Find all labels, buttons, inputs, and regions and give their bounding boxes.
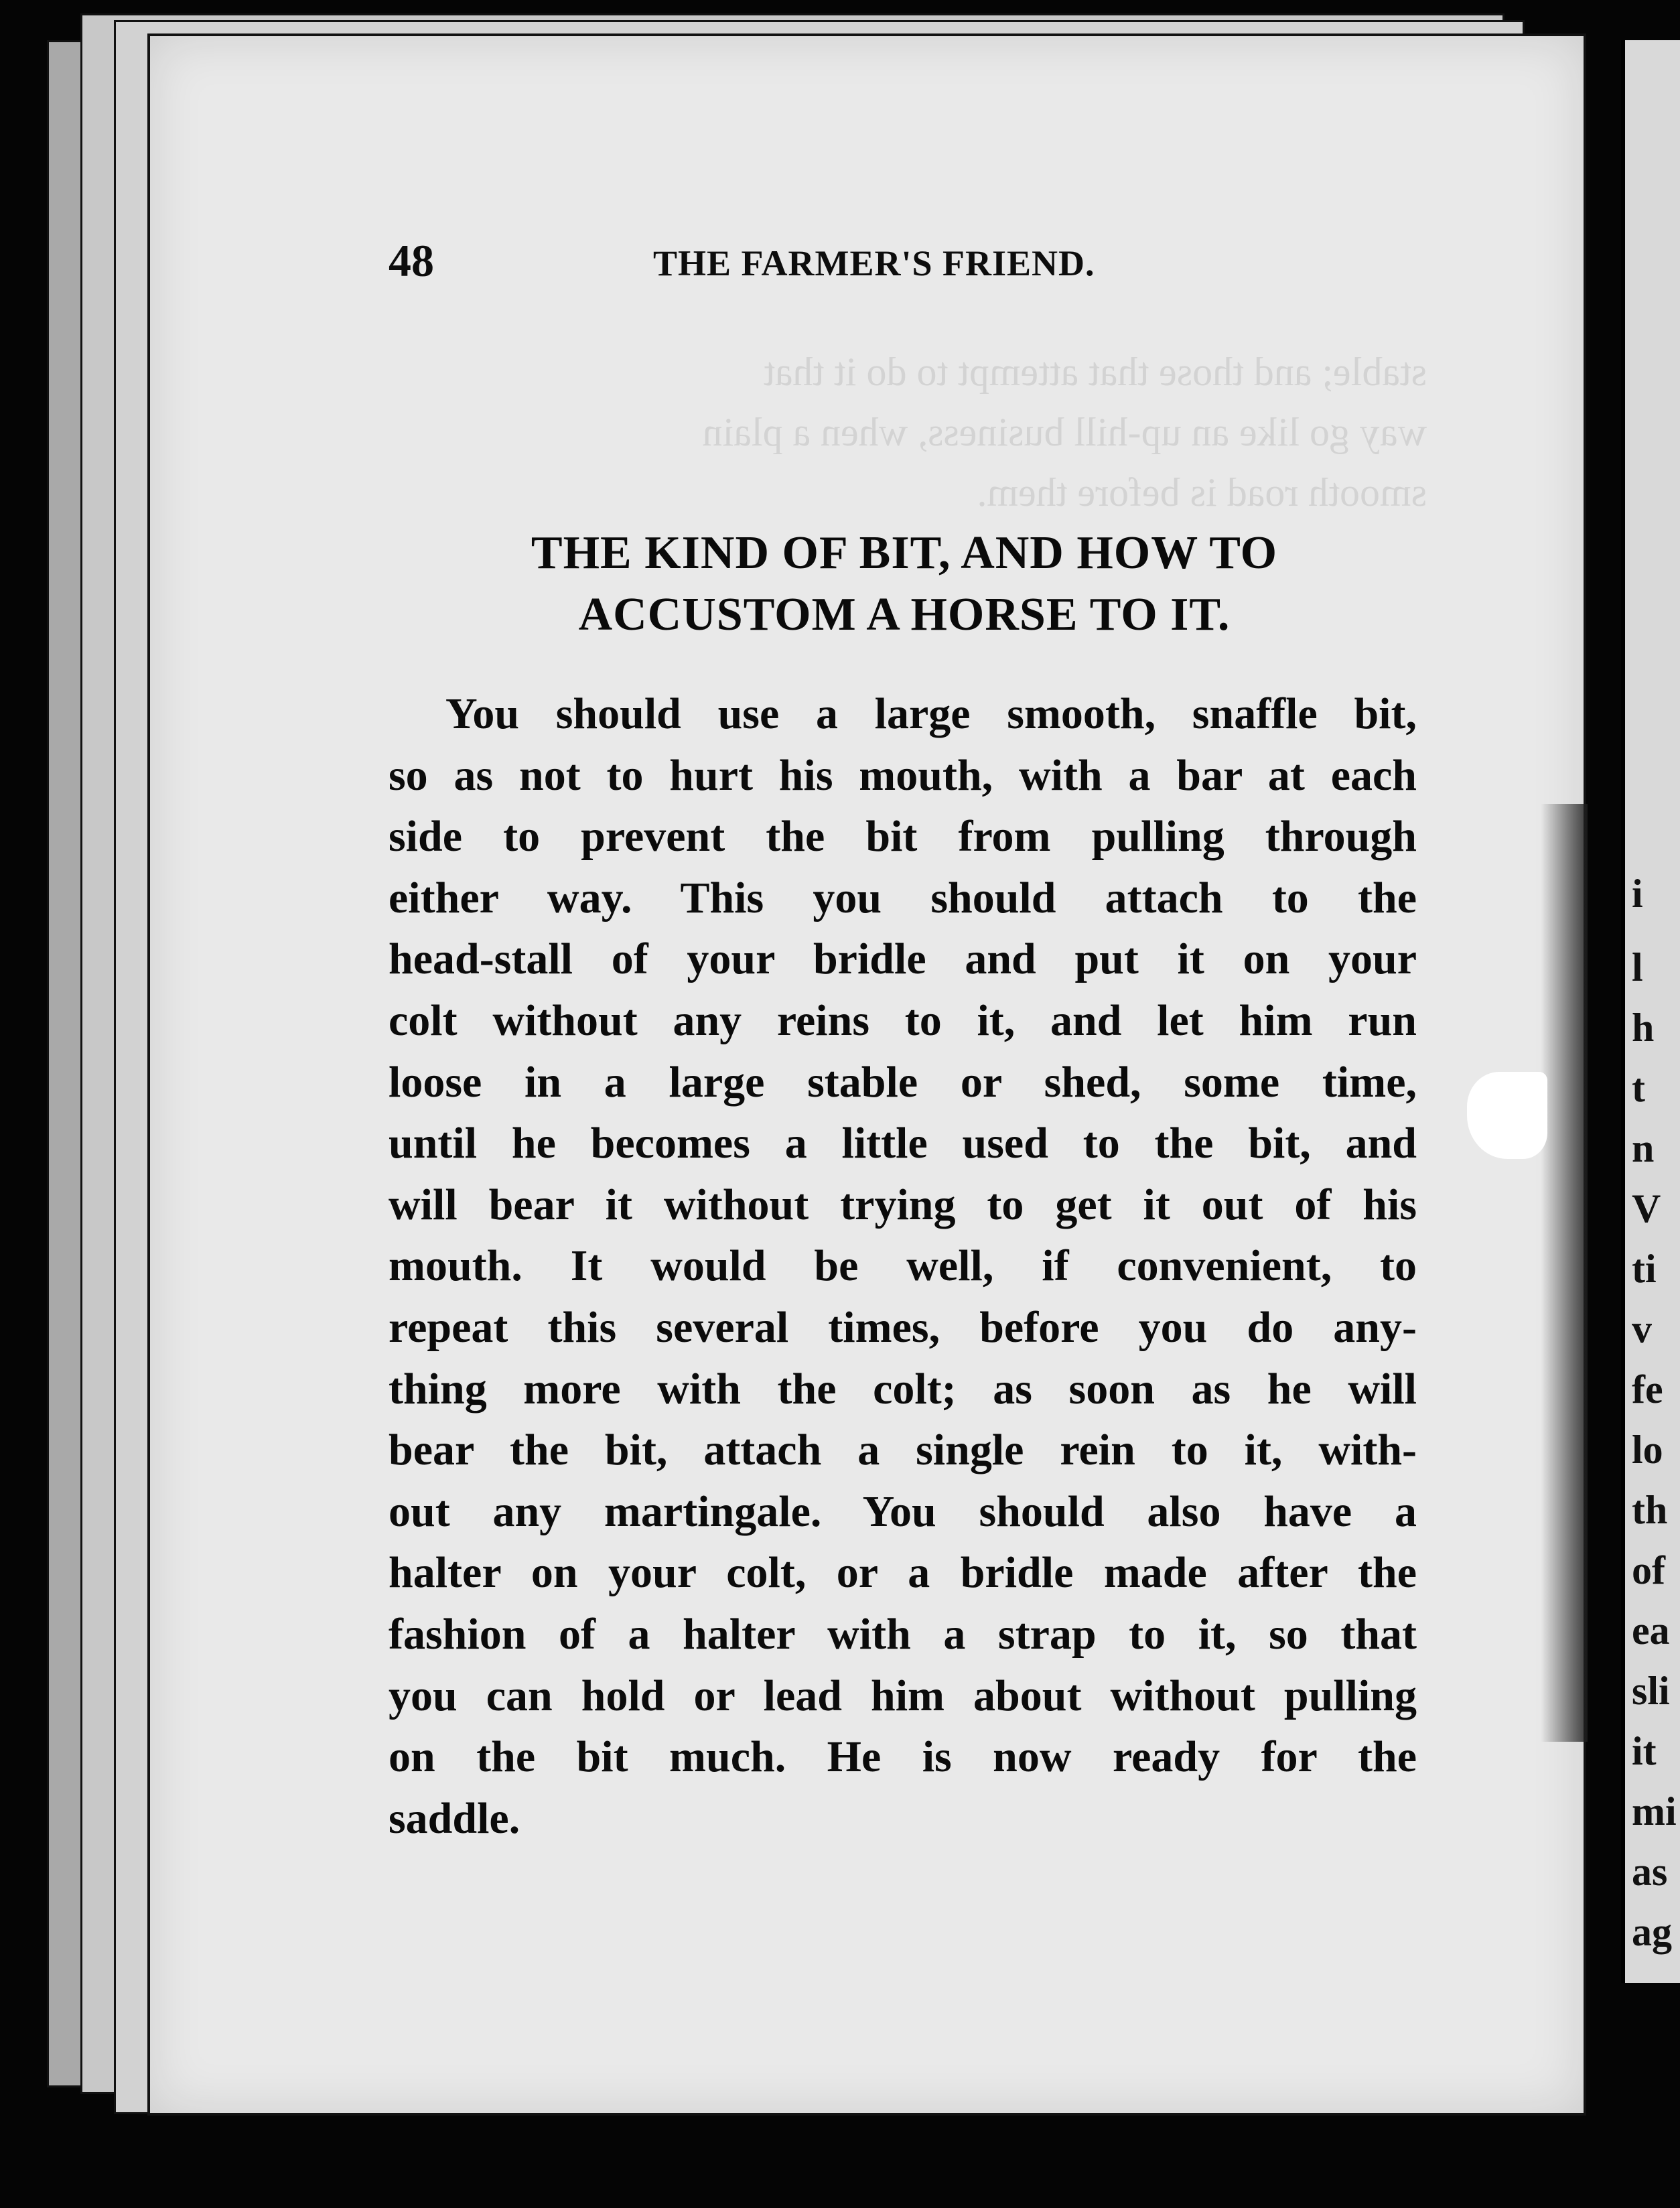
text-line: on the bit much. He is now ready for the (389, 1732, 1417, 1782)
text-line: loose in a large stable or shed, some time, (389, 1057, 1417, 1107)
body-paragraph (389, 683, 1417, 1849)
facing-page-letter: l (1632, 945, 1643, 989)
facing-page-letter: ti (1632, 1247, 1657, 1291)
text-line: thing more with the colt; as soon as he will (389, 1364, 1417, 1413)
facing-page-letter: h (1632, 1006, 1655, 1050)
facing-page-letter: of (1632, 1548, 1665, 1592)
text-line: bear the bit, attach a single rein to it, with- (389, 1426, 1417, 1475)
text-line: head-stall of your bridle and put it on your (389, 935, 1417, 984)
running-head (389, 234, 1420, 295)
text-line: repeat this several times, before you do any- (389, 1302, 1417, 1352)
text-line: will bear it without trying to get it out of his (389, 1180, 1417, 1229)
text-line: saddle. (389, 1793, 520, 1843)
facing-page-letter: n (1632, 1126, 1655, 1170)
text-line: either way. This you should attach to the (389, 873, 1417, 922)
text-line: so as not to hurt his mouth, with a bar at each (389, 750, 1417, 800)
section-heading (389, 523, 1420, 646)
text-line: side to prevent the bit from pulling through (389, 812, 1417, 861)
text-line: halter on your colt, or a bridle made after the (389, 1548, 1417, 1598)
facing-page-letter: i (1632, 872, 1643, 916)
facing-page-letter: ag (1632, 1910, 1672, 1954)
bleed-through-line: way go like an up-hill business, when a plain (702, 410, 1427, 454)
heading-line: THE KIND OF BIT, AND HOW TO (531, 527, 1278, 579)
facing-page-letter: sli (1632, 1669, 1670, 1713)
facing-page-letter: V (1632, 1186, 1661, 1231)
facing-page-letter: as (1632, 1850, 1668, 1894)
text-line: fashion of a halter with a strap to it, so that (389, 1609, 1417, 1659)
facing-page-letter: fe (1632, 1367, 1663, 1411)
facing-page-letter: t (1632, 1066, 1645, 1110)
facing-page-letter: ea (1632, 1608, 1670, 1653)
facing-page-letter: lo (1632, 1428, 1663, 1472)
bleed-through-line: smooth road is before them. (977, 470, 1427, 514)
text-line: colt without any reins to it, and let him run (389, 995, 1417, 1045)
facing-page-letter: v (1632, 1307, 1652, 1351)
text-line: mouth. It would be well, if convenient, to (389, 1241, 1417, 1291)
heading-line: ACCUSTOM A HORSE TO IT. (578, 589, 1231, 640)
facing-page-strip (1621, 40, 1680, 1983)
facing-page-letter: it (1632, 1729, 1657, 1773)
text-line: You should use a large smooth, snaffle bit, (445, 689, 1417, 738)
running-title: THE FARMER'S FRIEND. (653, 243, 1095, 283)
paper-smudge (1467, 1072, 1547, 1159)
bleed-through-line: stable; and those that attempt to do it that (764, 350, 1427, 394)
facing-page-letter: th (1632, 1488, 1668, 1532)
text-line: until he becomes a little used to the bit, and (389, 1119, 1417, 1168)
text-line: you can hold or lead him about without pulling (389, 1671, 1417, 1720)
facing-page-letter: mi (1632, 1789, 1677, 1834)
page-number: 48 (389, 235, 434, 286)
gutter-shadow (1541, 804, 1588, 1742)
text-line: out any martingale. You should also have a (389, 1487, 1417, 1536)
